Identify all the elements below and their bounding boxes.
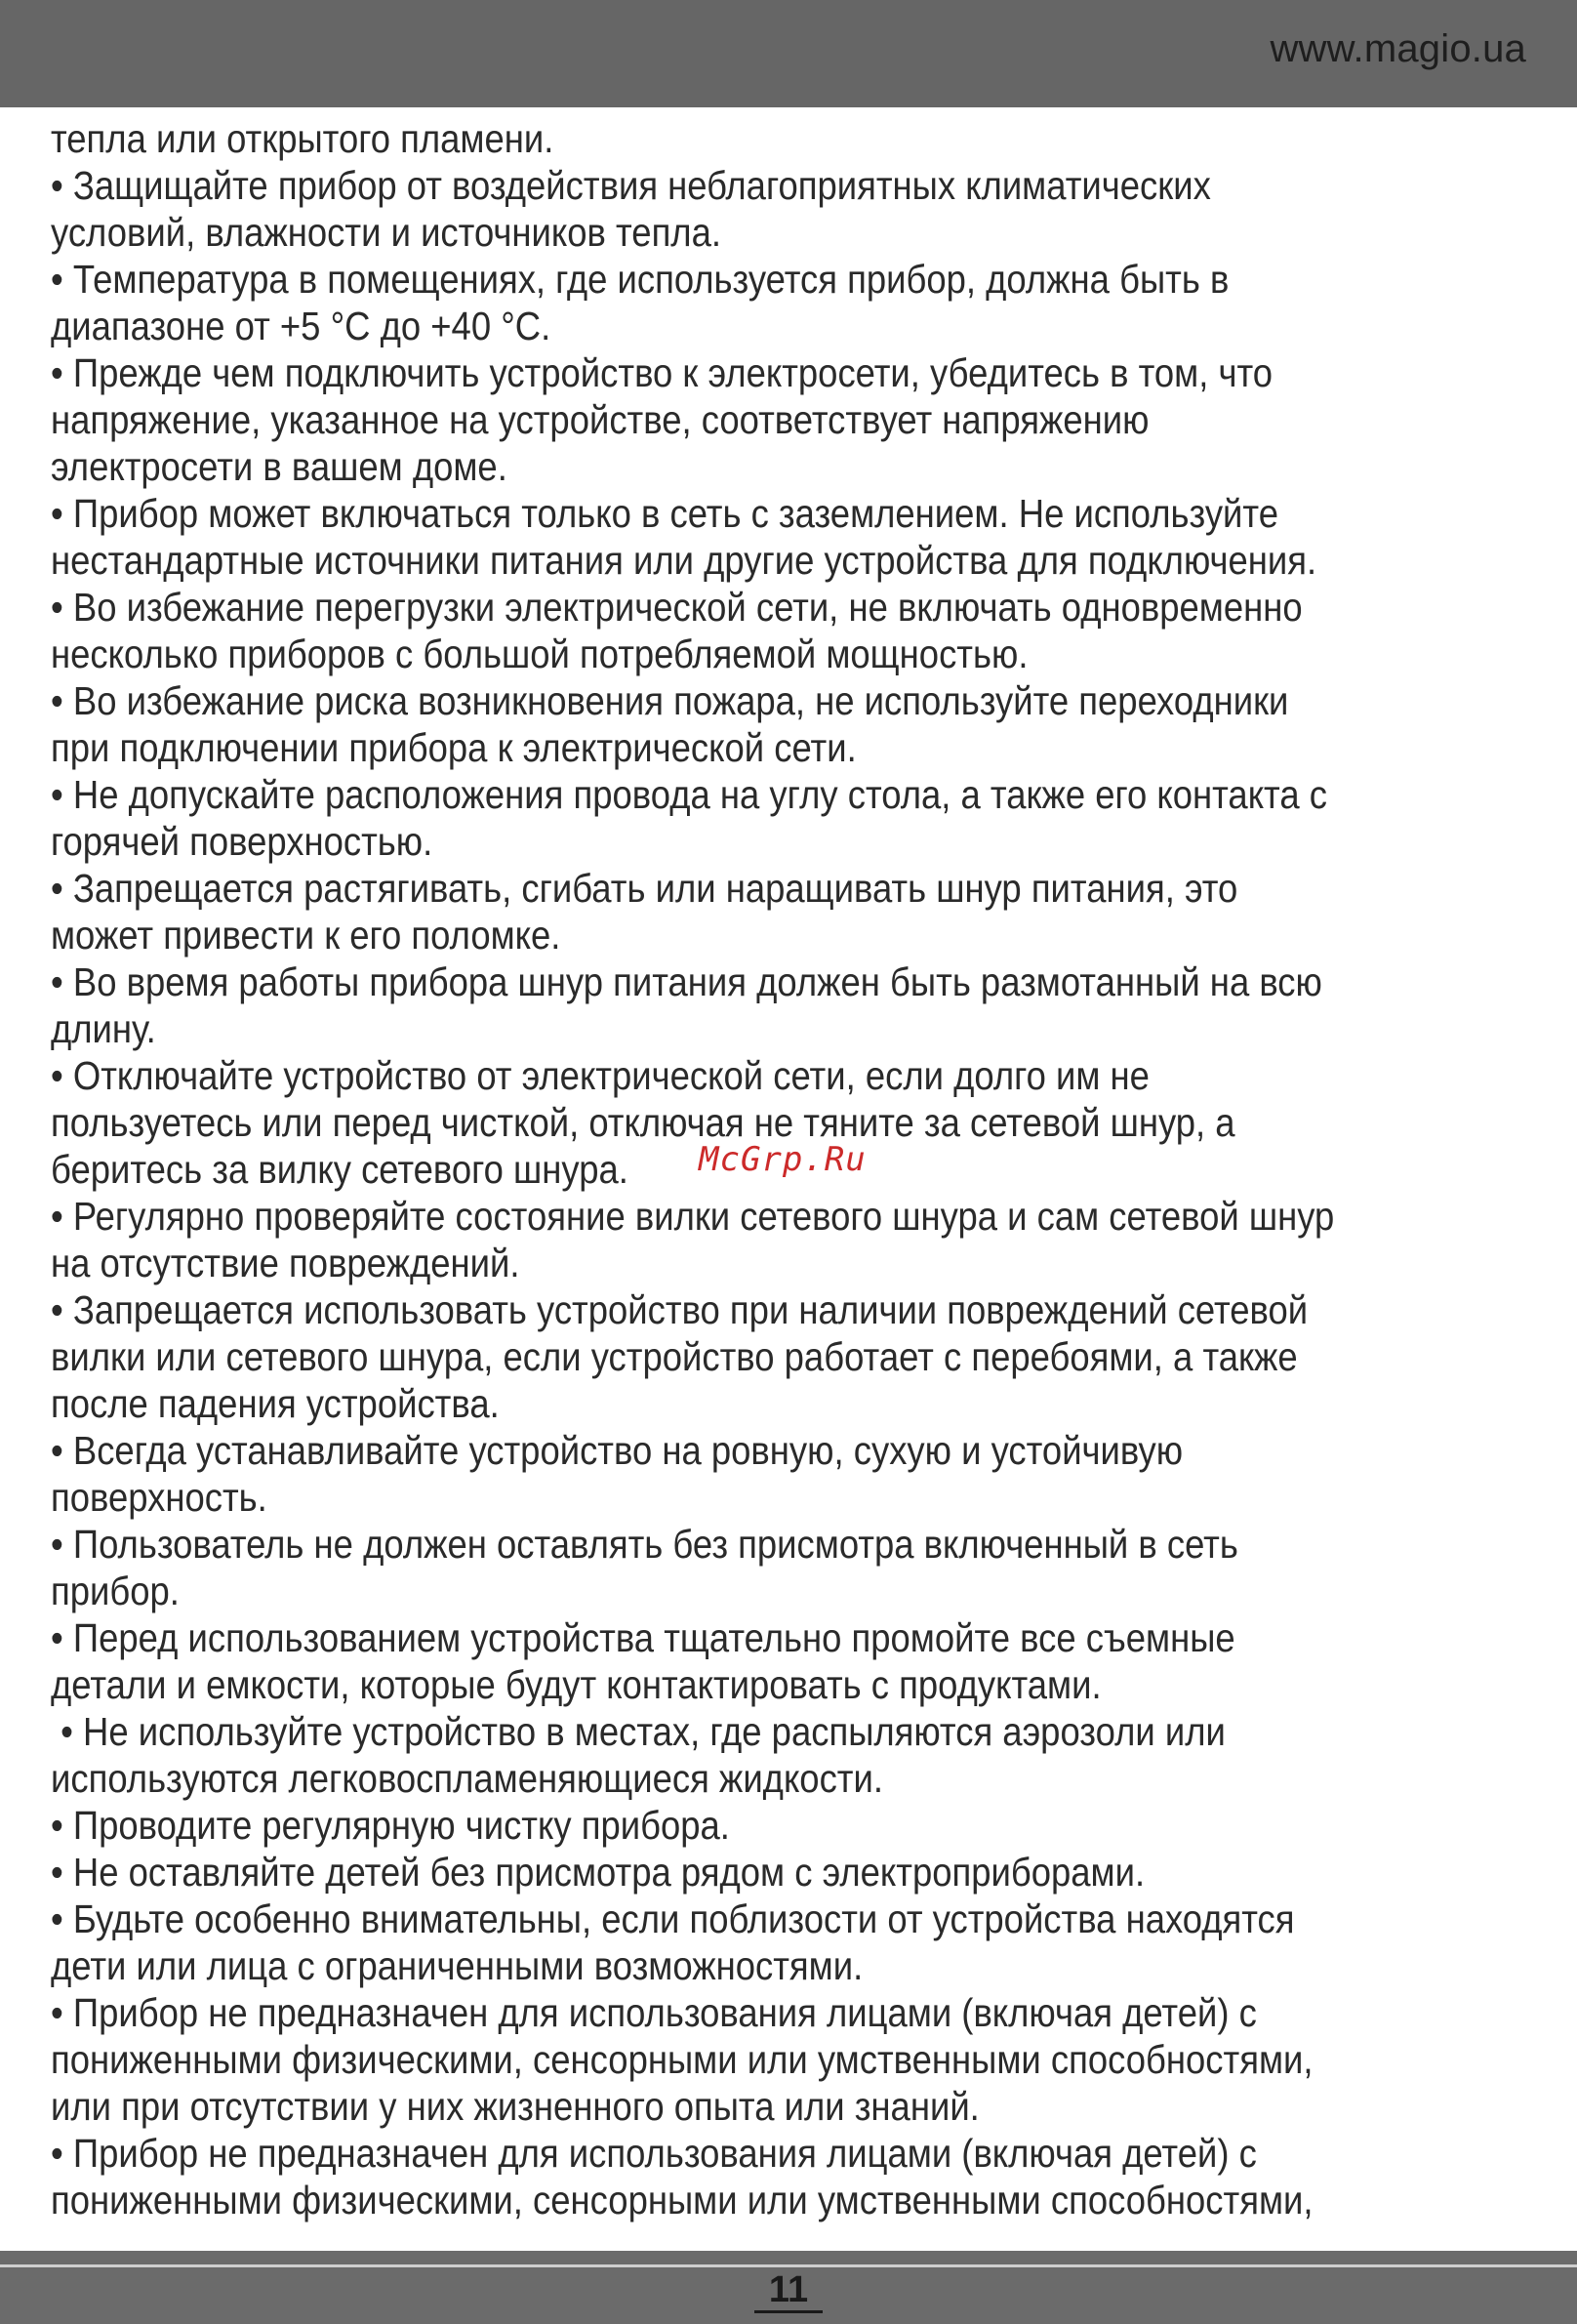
text-line: используются легковоспламеняющиеся жидкости. — [51, 1756, 883, 1801]
text-line: напряжение, указанное на устройстве, соответствует напряжению — [51, 397, 1150, 442]
text-line: • Регулярно проверяйте состояние вилки сетевого шнура и сам сетевой шнур — [51, 1194, 1335, 1239]
footer-divider — [0, 2264, 1577, 2267]
text-line: прибор. — [51, 1569, 180, 1613]
watermark: McGrp.Ru — [699, 1140, 867, 1179]
text-line: • Прибор может включаться только в сеть с заземлением. Не используйте — [51, 491, 1278, 536]
text-line: • Защищайте прибор от воздействия неблагоприятных климатических — [51, 163, 1211, 208]
text-line: условий, влажности и источников тепла. — [51, 210, 721, 255]
text-line: пользуетесь или перед чисткой, отключая не тяните за сетевой шнур, а — [51, 1100, 1235, 1145]
text-line: после падения устройства. — [51, 1381, 500, 1426]
text-line: несколько приборов с большой потребляемой мощностью. — [51, 632, 1029, 676]
text-line: • Не используйте устройство в местах, где распыляются аэрозоли или — [51, 1709, 1226, 1754]
text-line: беритесь за вилку сетевого шнура. — [51, 1147, 628, 1192]
text-line: • Во время работы прибора шнур питания должен быть размотанный на всю — [51, 959, 1322, 1004]
text-line: • Проводите регулярную чистку прибора. — [51, 1803, 730, 1848]
text-line: при подключении прибора к электрической сети. — [51, 725, 857, 770]
text-line: на отсутствие повреждений. — [51, 1241, 520, 1285]
text-line: • Всегда устанавливайте устройство на ровную, сухую и устойчивую — [51, 1428, 1184, 1473]
text-line: • Не допускайте расположения провода на углу стола, а также его контакта с — [51, 772, 1327, 817]
text-line: дети или лица с ограниченными возможностями. — [51, 1943, 864, 1988]
text-line: пониженными физическими, сенсорными или умственными способностями, — [51, 2037, 1314, 2082]
text-line: тепла или открытого пламени. — [51, 116, 554, 161]
text-line: или при отсутствии у них жизненного опыта или знаний. — [51, 2084, 980, 2129]
text-line: • Отключайте устройство от электрической сети, если долго им не — [51, 1053, 1150, 1098]
text-line: нестандартные источники питания или другие устройства для подключения. — [51, 538, 1317, 583]
text-line: горячей поверхностью. — [51, 819, 433, 864]
text-line: поверхность. — [51, 1475, 267, 1520]
text-line: электросети в вашем доме. — [51, 444, 507, 489]
text-line: • Прибор не предназначен для использования лицами (включая детей) с — [51, 2131, 1257, 2176]
text-line: • Прежде чем подключить устройство к электросети, убедитесь в том, что — [51, 350, 1274, 395]
page-number: 11 — [754, 2269, 823, 2313]
text-line: • Пользователь не должен оставлять без присмотра включенный в сеть — [51, 1522, 1238, 1567]
text-line: пониженными физическими, сенсорными или умственными способностями, — [51, 2178, 1314, 2222]
text-line: • Перед использованием устройства тщательно промойте все съемные — [51, 1615, 1235, 1660]
page-header — [0, 0, 1577, 107]
text-line: • Запрещается использовать устройство при наличии повреждений сетевой — [51, 1287, 1309, 1332]
text-line: детали и емкости, которые будут контактировать с продуктами. — [51, 1662, 1102, 1707]
text-line: • Во избежание риска возникновения пожара, не используйте переходники — [51, 678, 1289, 723]
text-line: может привести к его поломке. — [51, 913, 561, 958]
text-line: диапазоне от +5 °С до +40 °С. — [51, 304, 551, 348]
text-line: • Запрещается растягивать, сгибать или наращивать шнур питания, это — [51, 866, 1238, 911]
site-url: www.magio.ua — [1270, 27, 1526, 70]
text-line: • Не оставляйте детей без присмотра рядом с электроприборами. — [51, 1850, 1146, 1895]
text-line: • Во избежание перегрузки электрической сети, не включать одновременно — [51, 585, 1303, 630]
text-line: • Температура в помещениях, где используется прибор, должна быть в — [51, 257, 1230, 302]
text-line: вилки или сетевого шнура, если устройство работает с перебоями, а также — [51, 1334, 1298, 1379]
text-line: • Будьте особенно внимательны, если поблизости от устройства находятся — [51, 1896, 1295, 1941]
text-line: длину. — [51, 1006, 156, 1051]
text-line: • Прибор не предназначен для использования лицами (включая детей) с — [51, 1990, 1257, 2035]
